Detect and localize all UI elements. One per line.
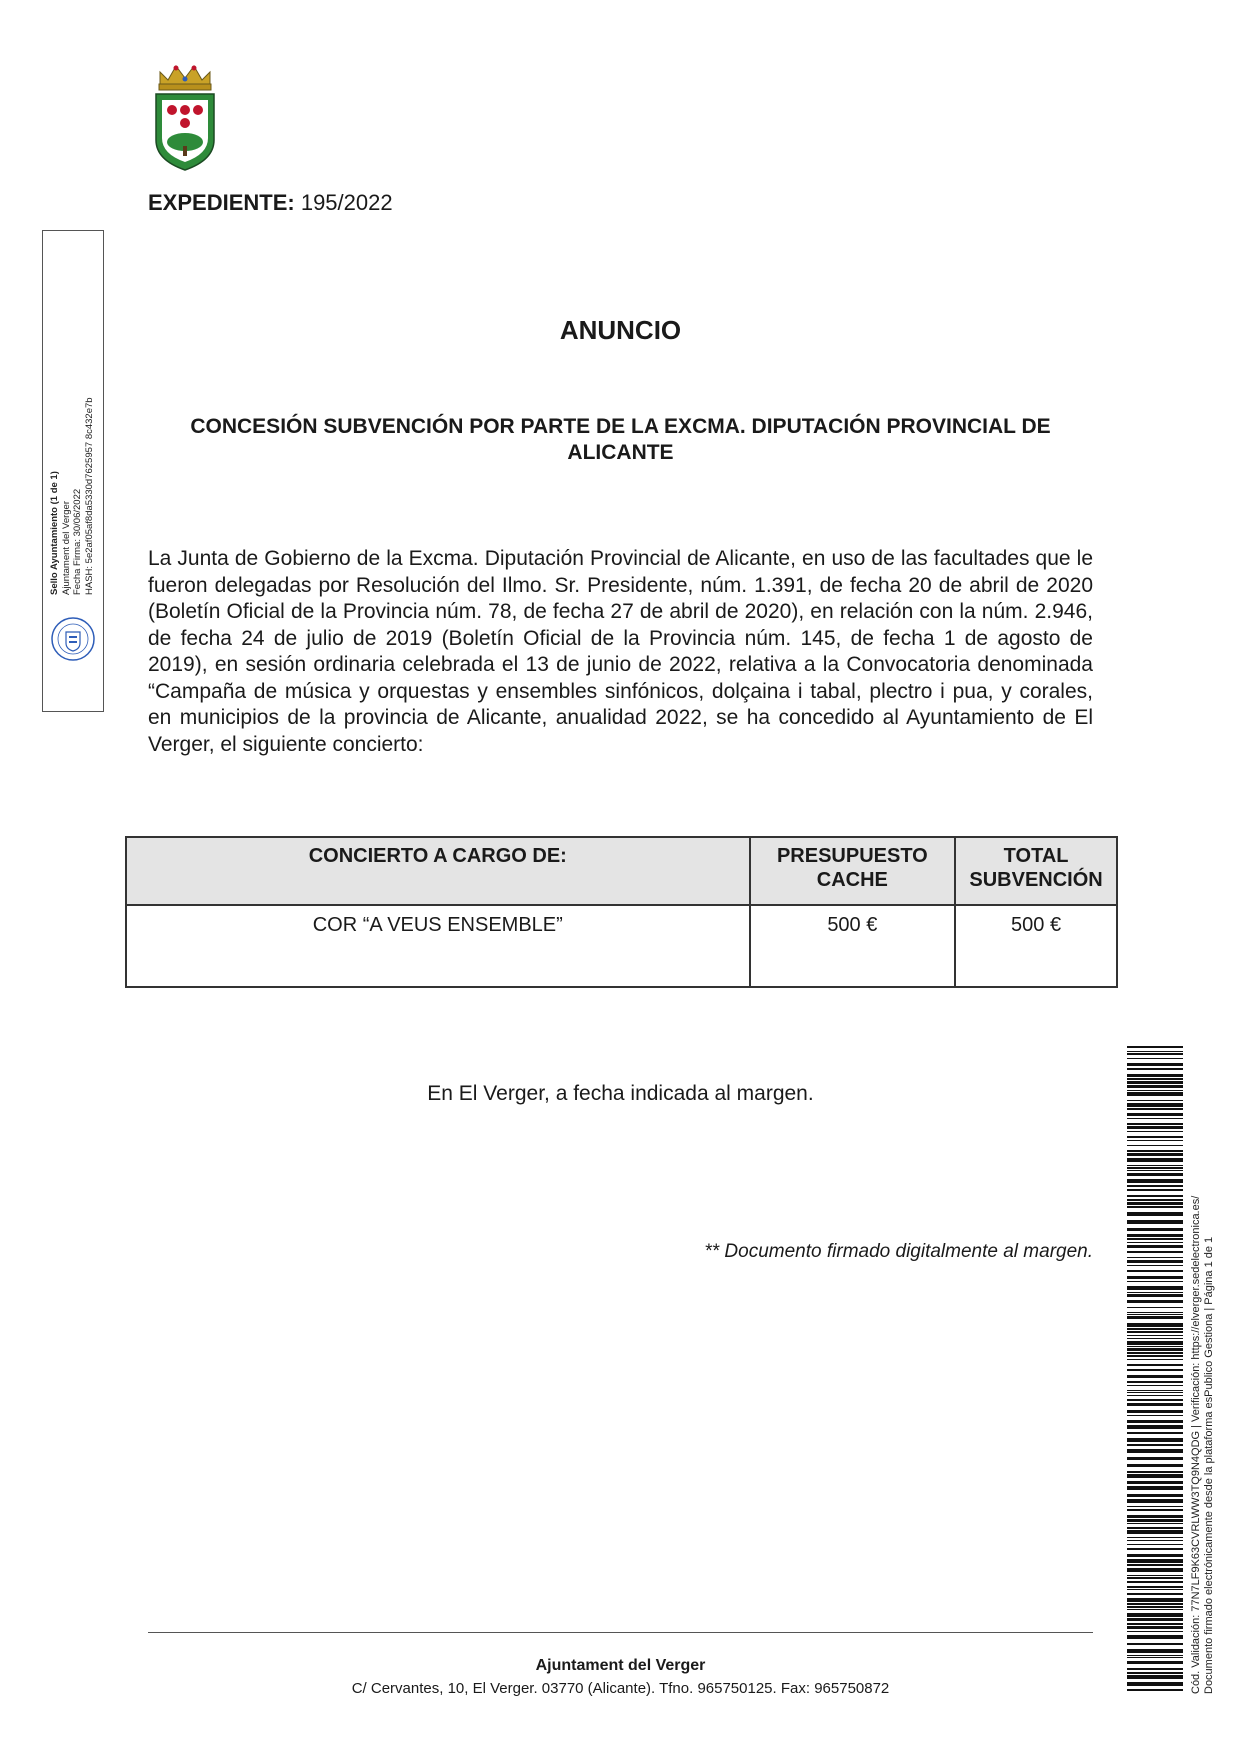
barcode-bar [1127,1195,1183,1197]
barcode-bar [1127,1399,1183,1401]
barcode-bar [1127,1540,1183,1541]
footer-name: Ajuntament del Verger [535,1657,706,1674]
header-subvencion-line-1: TOTAL [1003,845,1069,867]
barcode-bar [1127,1281,1183,1282]
barcode-bar [1127,1150,1183,1152]
header-presupuesto [750,837,956,905]
barcode-bar [1127,1092,1183,1096]
barcode-bar [1127,1312,1183,1313]
barcode-bar [1127,1425,1183,1429]
seal-line-3: HASH: 5e2af05af8da5330d7625957 8c432e7b [83,397,95,595]
barcode-bar [1127,1046,1183,1048]
barcode-bar [1127,1100,1183,1101]
barcode-bar [1127,1292,1183,1293]
barcode-bar [1127,1410,1183,1413]
barcode-bar [1127,1675,1183,1679]
barcode-bar [1127,1189,1183,1191]
barcode-bar [1127,1564,1183,1566]
header-presupuesto-line-1: PRESUPUESTO [776,845,928,867]
expediente [148,190,393,216]
barcode-bar [1127,1206,1183,1208]
barcode-bar [1127,1464,1183,1467]
subtitle-line-1: CONCESIÓN SUBVENCIÓN POR PARTE DE LA EXCMA. DIPUTACIÓN PROVINCIAL DE [190,415,1051,438]
barcode-bar [1127,1359,1183,1360]
barcode-bar [1127,1074,1183,1077]
barcode-bar [1127,1494,1183,1497]
barcode-bar [1127,1390,1183,1391]
barcode-bar [1127,1415,1183,1416]
barcode-bar [1127,1314,1183,1315]
barcode-bar [1127,1251,1183,1253]
page-title: ANUNCIO [559,315,682,345]
barcode-bar [1127,1661,1183,1664]
barcode-bar [1127,1170,1183,1171]
barcode-bar [1127,1457,1183,1460]
barcode-bar [1127,1242,1183,1243]
barcode-bar [1127,1199,1183,1201]
barcode-bar [1127,1474,1183,1478]
barcode-bar [1127,1395,1183,1396]
barcode-bar [1127,1173,1183,1176]
barcode-bar [1127,1577,1183,1579]
seal-text [49,235,95,595]
barcode-bar [1127,1643,1183,1645]
barcode-bar [1127,1118,1183,1119]
seal-title: Sello Ayuntamiento (1 de 1) [49,471,60,595]
barcode-bar [1127,1499,1183,1503]
barcode-bar [1127,1575,1183,1576]
barcode-bar [1127,1668,1183,1670]
barcode-bar [1127,1559,1183,1563]
barcode-bar [1127,1158,1183,1162]
barcode-bar [1127,1530,1183,1534]
barcode-bar [1127,1220,1183,1224]
grant-table [125,836,1118,988]
barcode-bar [1127,1323,1183,1327]
barcode-bar [1127,1515,1183,1518]
verification-line-2: Documento firmado electrónicamente desde la plataforma esPublico Gestiona | Página 1 de 1 [1203,1236,1215,1694]
barcode-bar [1127,1068,1183,1070]
municipal-seal-icon [50,616,96,662]
barcode-bar [1127,1238,1183,1240]
barcode-bar [1127,1655,1183,1656]
barcode-bar [1127,1058,1183,1059]
footer-address: C/ Cervantes, 10, El Verger. 03770 (Alicante). Tfno. 965750125. Fax: 965750872 [351,1680,890,1697]
barcode-bar [1127,1108,1183,1110]
barcode-bar [1127,1598,1183,1602]
barcode-bar [1127,1228,1183,1231]
barcode-bar [1127,1328,1183,1330]
barcode-bar [1127,1257,1183,1258]
barcode-bar [1127,1606,1183,1608]
header-concierto [126,837,750,905]
barcode-bar [1127,1589,1183,1590]
barcode-bar [1127,1113,1183,1116]
barcode-bar [1127,1403,1183,1406]
barcode-bar [1127,1165,1183,1166]
barcode-bar [1127,1626,1183,1629]
barcode-bar [1127,1153,1183,1156]
barcode-bar [1127,1444,1183,1446]
barcode-bar [1127,1136,1183,1138]
barcode-bar [1127,1103,1183,1107]
barcode-bar [1127,1338,1183,1339]
header-subvencion [955,837,1117,905]
barcode-bar [1127,1126,1183,1129]
barcode-bar [1127,1631,1183,1632]
barcode-bar [1127,1509,1183,1511]
barcode-bar [1127,1449,1183,1453]
header-presupuesto-line-2: CACHE [816,869,888,891]
seal-line-2: Fecha Firma: 30/06/2022 [72,488,83,595]
barcode-bar [1127,1635,1183,1639]
seal-box [42,230,104,712]
expediente-label: EXPEDIENTE: [148,190,295,215]
barcode-bar [1127,1519,1183,1522]
barcode-bar [1127,1341,1183,1345]
barcode-bar [1127,1554,1183,1557]
barcode-bar [1127,1603,1183,1605]
barcode-bar [1127,1375,1183,1378]
barcode-bar [1127,1335,1183,1336]
barcode-bar [1127,1623,1183,1625]
header-subvencion-line-2: SUBVENCIÓN [969,869,1103,891]
verification-line-1: Cód. Validación: 77N7LF9K63CVRLWW3TQ9N4QDG | Verificación: https://elverger.sedelectronica.es/ [1190,1195,1202,1694]
cell-presupuesto: 500 € [750,905,956,987]
barcode-bar [1127,1063,1183,1066]
barcode-bar [1127,1234,1183,1237]
barcode-bar [1127,1568,1183,1572]
barcode-bar [1127,1581,1183,1583]
barcode-bar [1127,1316,1183,1319]
coat-of-arms-icon [150,60,220,172]
barcode-bar [1127,1131,1183,1132]
subtitle-line-2: ALICANTE [567,441,674,464]
barcode-bar [1127,1294,1183,1297]
barcode-bar [1127,1432,1183,1434]
barcode-icon [1127,1046,1183,1694]
barcode-bar [1127,1649,1183,1653]
barcode-bar [1127,1307,1183,1308]
barcode-bar [1127,1537,1183,1538]
barcode-bar [1127,1212,1183,1216]
table-header-row [126,837,1117,905]
barcode-bar [1127,1270,1183,1272]
barcode-bar [1127,1682,1183,1686]
barcode-bar [1127,1355,1183,1357]
barcode-bar [1127,1081,1183,1084]
barcode-bar [1127,1085,1183,1088]
barcode-bar [1127,1140,1183,1141]
barcode-bar [1127,1245,1183,1248]
barcode-bar [1127,1613,1183,1617]
barcode-bar [1127,1346,1183,1347]
barcode-bar [1127,1078,1183,1080]
barcode-bar [1127,1185,1183,1187]
barcode-bar [1127,1286,1183,1290]
barcode-bar [1127,1438,1183,1442]
barcode-bar [1127,1523,1183,1524]
barcode-bar [1127,1276,1183,1279]
barcode-bar [1127,1618,1183,1621]
barcode-bar [1127,1179,1183,1183]
signed-note: ** Documento firmado digitalmente al margen. [704,1241,1093,1262]
barcode-bar [1127,1544,1183,1545]
seal-line-1: Ajuntament del Verger [60,500,72,595]
expediente-value: 195/2022 [300,190,393,215]
barcode-bar [1127,1051,1183,1052]
barcode-bar [1127,1381,1183,1383]
page-subtitle [148,414,1093,466]
barcode-bar [1127,1300,1183,1303]
barcode-bar [1127,1348,1183,1351]
barcode-bar [1127,1369,1183,1371]
barcode-bar [1127,1586,1183,1588]
verification-text [1190,1074,1216,1694]
header-concierto-text: CONCIERTO A CARGO DE: [308,845,567,867]
body-paragraph: La Junta de Gobierno de la Excma. Diputación Provincial de Alicante, en uso de las facultades que le fueron delegadas por Resolución del Ilmo. Sr. Presidente, núm. 1.391, de fecha 20 de abril de 2020 (Boletín Oficial de la Provincia núm. 78, de fecha 27 de abril de 2020), en relación con la núm. 2.946, de fecha 24 de julio de 2019 (Boletín Oficial de la Provincia núm. 145, de fecha 1 de agosto de 2019), en sesión ordinaria celebrada el 13 de junio de 2022, relativa a la Convocatoria denominada “Campaña de música y orquestas y ensembles sinfónicos, dolçaina i tabal, plectro i pua, y corales, en municipios de la provincia de Alicante, anualidad 2022, se ha concedido al Ayuntamiento de El Verger, el siguiente concierto: [148,547,1093,756]
barcode-bar [1127,1593,1183,1595]
footer-divider [148,1632,1093,1633]
barcode-bar [1127,1090,1183,1091]
cell-concierto: COR “A VEUS ENSEMBLE” [126,905,750,987]
barcode-bar [1127,1123,1183,1125]
barcode-bar [1127,1202,1183,1205]
barcode-bar [1127,1657,1183,1658]
table-row [126,905,1117,987]
barcode-bar [1127,1420,1183,1423]
barcode-bar [1127,1265,1183,1266]
barcode-bar [1127,1260,1183,1263]
barcode-bar [1127,1609,1183,1610]
place-date: En El Verger, a fecha indicada al margen. [427,1082,814,1105]
cell-subvencion: 500 € [955,905,1117,987]
barcode-bar [1127,1506,1183,1507]
barcode-bar [1127,1392,1183,1393]
barcode-bar [1127,1471,1183,1473]
barcode-bar [1127,1145,1183,1146]
barcode-bar [1127,1053,1183,1055]
barcode-bar [1127,1689,1183,1691]
barcode-bar [1127,1352,1183,1354]
barcode-bar [1127,1527,1183,1529]
barcode-bar [1127,1486,1183,1490]
barcode-bar [1127,1672,1183,1674]
barcode-bar [1127,1385,1183,1386]
barcode-bar [1127,1548,1183,1550]
barcode-bar [1127,1167,1183,1169]
barcode-bar [1127,1364,1183,1366]
barcode-bar [1127,1331,1183,1333]
barcode-bar [1127,1481,1183,1484]
